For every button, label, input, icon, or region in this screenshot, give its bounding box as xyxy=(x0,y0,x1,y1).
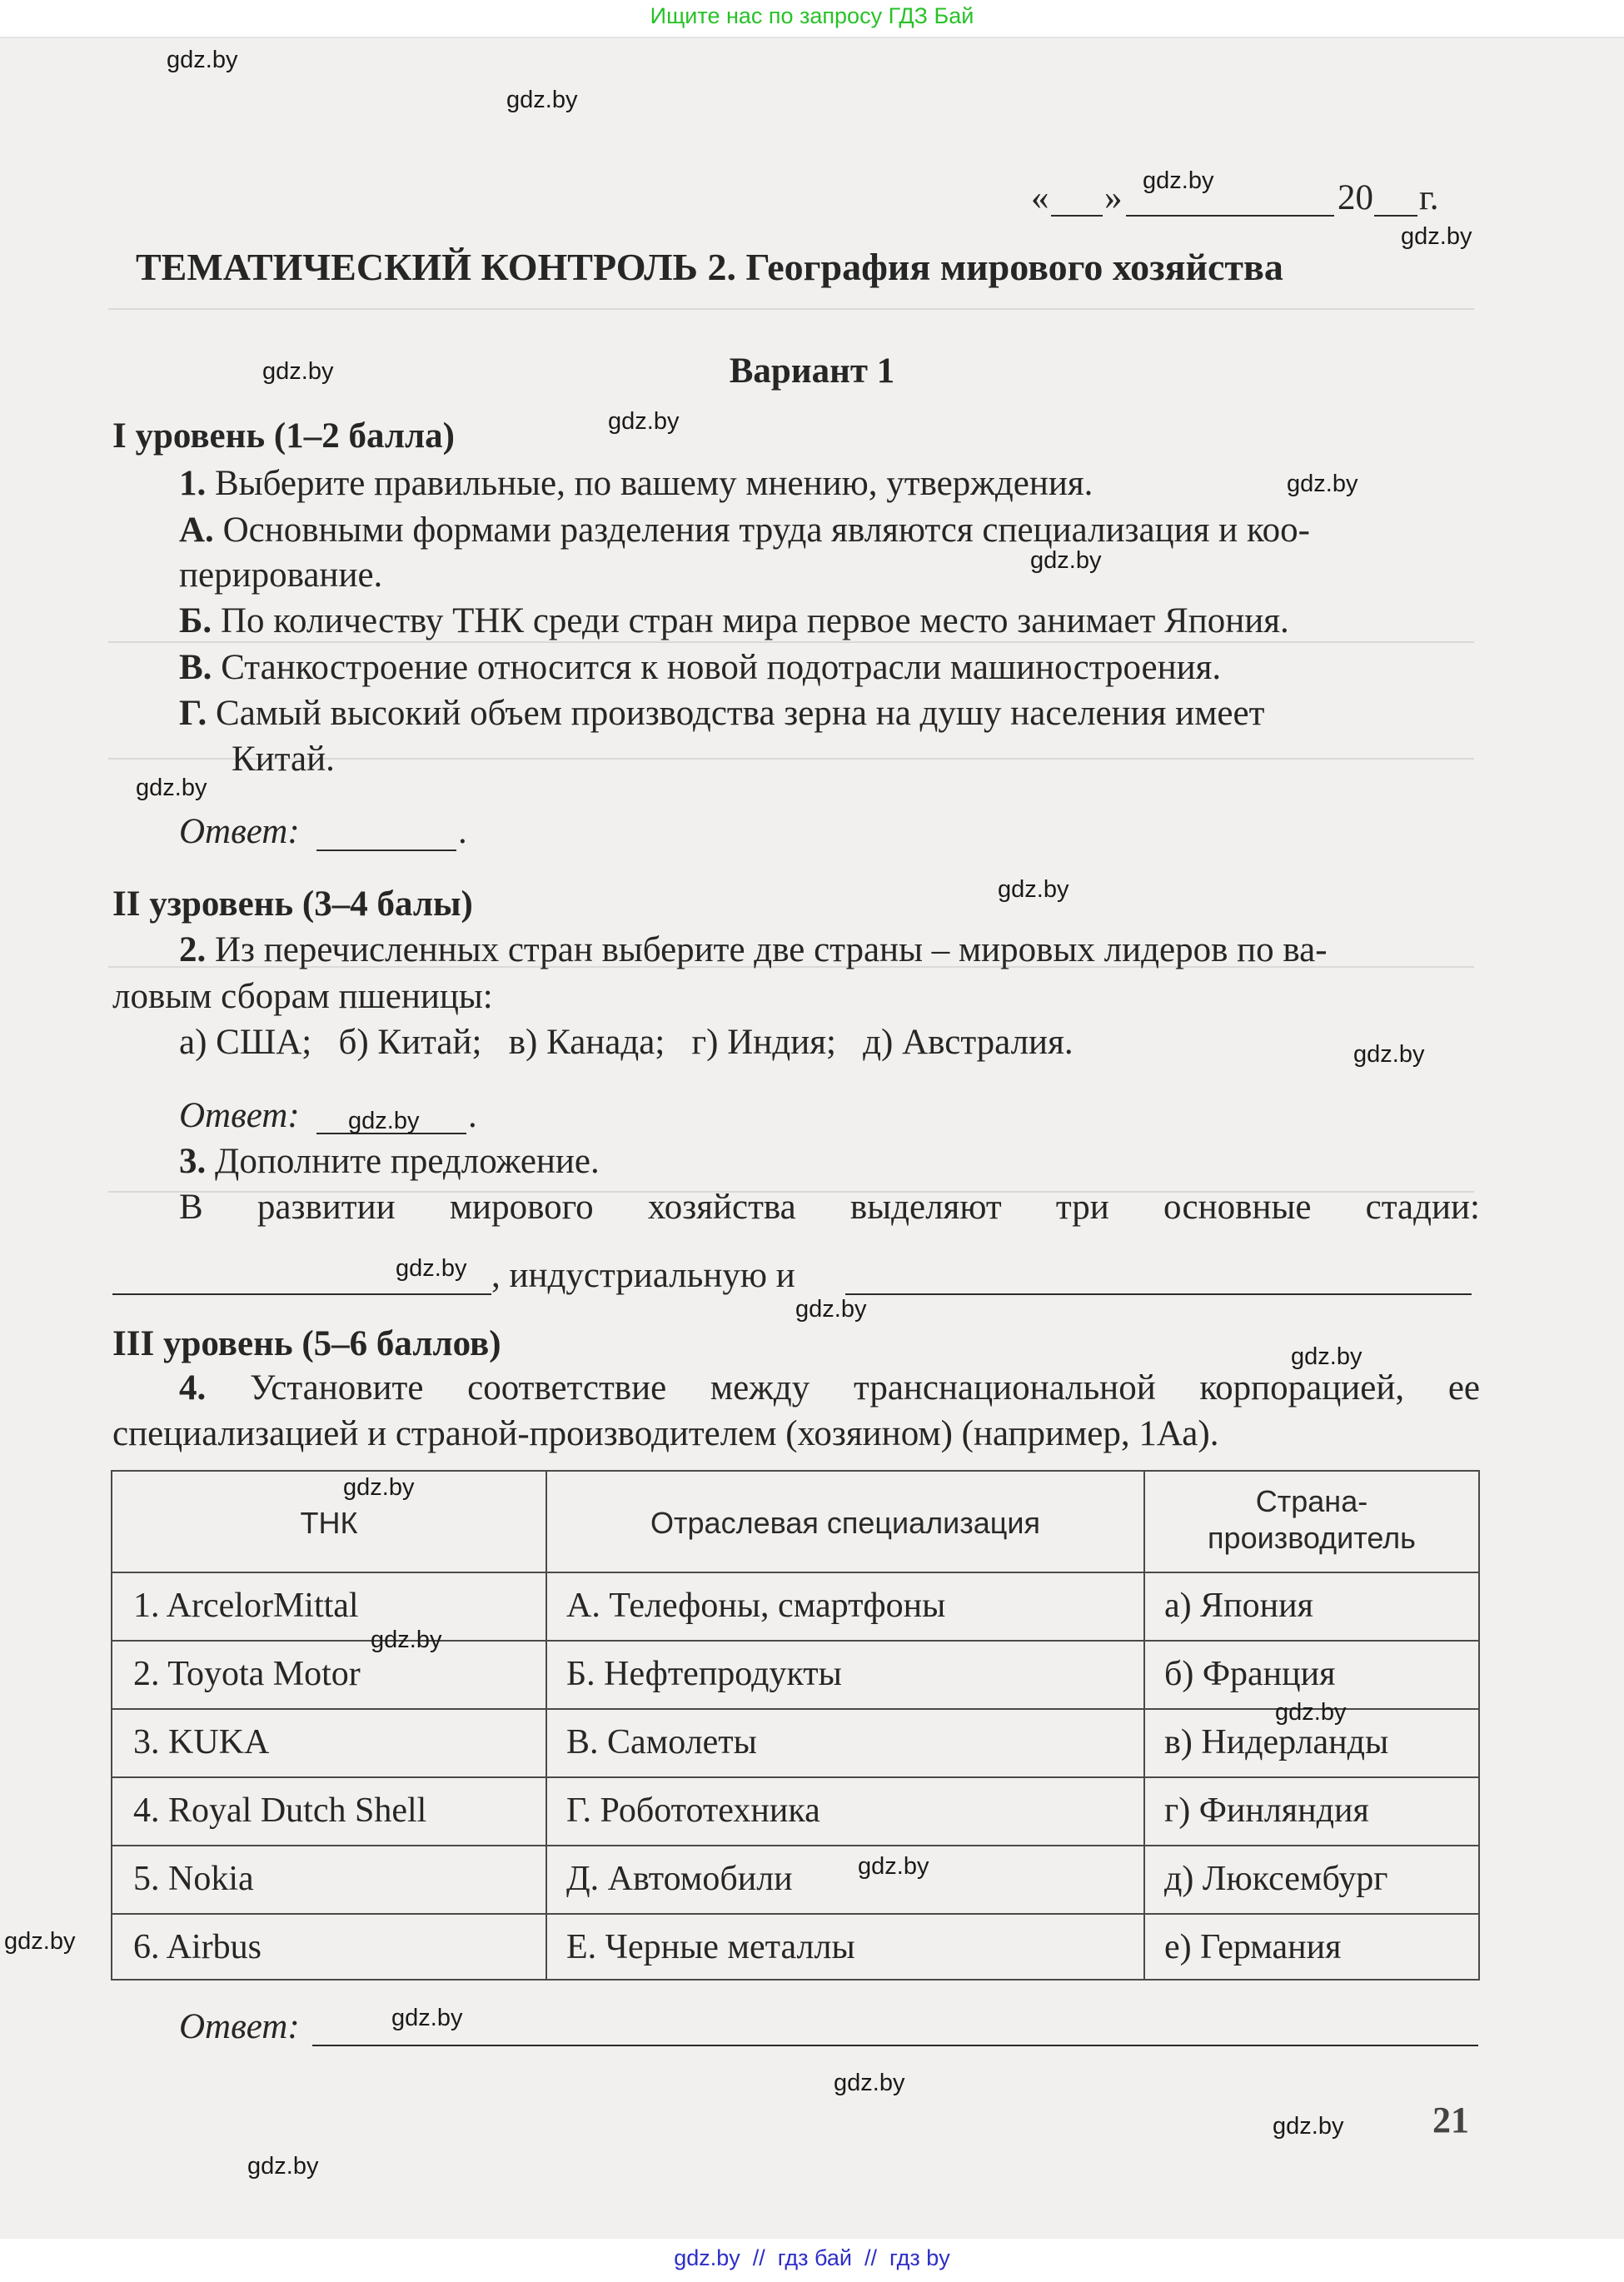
question-2 xyxy=(179,927,1328,974)
answer-2-dot: . xyxy=(468,1096,477,1135)
question-2-options: а) США; б) Китай; в) Канада; г) Индия; д) Австралия. xyxy=(179,1023,1074,1062)
statement-b-letter: Б. xyxy=(179,601,212,640)
answer-4-label: Ответ: xyxy=(179,2007,300,2046)
date-open-quote: « xyxy=(1031,178,1049,217)
answer-1-label: Ответ: xyxy=(179,812,300,851)
statement-b xyxy=(179,598,1289,645)
watermark: gdz.by xyxy=(1401,223,1472,250)
watermark: gdz.by xyxy=(608,408,680,435)
question-3-number: 3. xyxy=(179,1142,207,1181)
statement-v-letter: В. xyxy=(179,648,212,687)
table-cell-tnk: 3. KUKA xyxy=(133,1723,270,1761)
answer-3-blank-2[interactable] xyxy=(845,1293,1472,1295)
table-row-divider xyxy=(111,1845,1480,1846)
question-3 xyxy=(179,1139,600,1185)
date-year: 20 xyxy=(1338,178,1373,217)
level1-heading: I уровень (1–2 балла) xyxy=(112,416,455,456)
table-cell-country: д) Люксембург xyxy=(1164,1860,1388,1898)
statement-a-line2: перирование. xyxy=(179,556,383,595)
date-year-line xyxy=(1374,215,1417,217)
answer-4-line[interactable] xyxy=(312,2045,1478,2046)
question-3-line: В развитии мирового хозяйства выделяют три основные стадии: xyxy=(179,1188,1480,1227)
table-cell-tnk: 5. Nokia xyxy=(133,1860,254,1898)
watermark: gdz.by xyxy=(1275,1699,1347,1726)
statement-v-text: Станкостроение относится к новой подотрасли машиностроения. xyxy=(221,648,1222,687)
table-row-divider xyxy=(111,1776,1480,1778)
question-2-line1: Из перечисленных стран выберите две страны – мировых лидеров по ва- xyxy=(215,930,1328,969)
watermark: gdz.by xyxy=(1273,2113,1344,2140)
statement-g-line2: Китай. xyxy=(232,740,335,779)
table-cell-country: г) Финляндия xyxy=(1164,1791,1369,1830)
page-title: ТЕМАТИЧЕСКИЙ КОНТРОЛЬ 2. География мирового хозяйства xyxy=(136,246,1283,288)
watermark: gdz.by xyxy=(1143,167,1214,194)
table-cell-tnk: 6. Airbus xyxy=(133,1928,262,1966)
watermark: gdz.by xyxy=(1353,1041,1425,1068)
watermark: gdz.by xyxy=(348,1108,420,1134)
table-row-divider xyxy=(111,1640,1480,1642)
answer-3-blank-1[interactable] xyxy=(112,1293,491,1295)
table-cell-specialization: А. Телефоны, смартфоны xyxy=(566,1587,946,1625)
statement-g-line1: Самый высокий объем производства зерна на душу населения имеет xyxy=(216,694,1265,733)
table-cell-specialization: В. Самолеты xyxy=(566,1723,757,1761)
table-cell-country: б) Франция xyxy=(1164,1655,1336,1693)
watermark: gdz.by xyxy=(1030,547,1102,574)
watermark: gdz.by xyxy=(834,2070,905,2096)
table-cell-specialization: Б. Нефтепродукты xyxy=(566,1655,842,1693)
watermark: gdz.by xyxy=(506,87,578,113)
question-4-line1: Установите соответствие между транснациональной корпорацией, ее xyxy=(249,1368,1480,1408)
variant-heading: Вариант 1 xyxy=(729,351,895,391)
question-1 xyxy=(179,461,1093,507)
question-1-number: 1. xyxy=(179,464,207,503)
question-4-line2: специализацией и страной-производителем (хозяином) (например, 1Аа). xyxy=(112,1414,1219,1453)
statement-g xyxy=(179,690,1264,737)
table-col-divider-1 xyxy=(545,1470,547,1981)
statement-a-line1: Основными формами разделения труда являются специализация и коо- xyxy=(222,511,1310,550)
watermark: gdz.by xyxy=(391,2005,463,2031)
question-3-text: Дополните предложение. xyxy=(215,1142,600,1181)
watermark: gdz.by xyxy=(4,1928,76,1955)
watermark: gdz.by xyxy=(396,1255,467,1282)
question-4 xyxy=(179,1365,1480,1412)
table-header-divider xyxy=(111,1572,1480,1573)
table-row-divider xyxy=(111,1913,1480,1915)
table-header-specialization: Отраслевая специализация xyxy=(650,1506,1040,1540)
table-cell-country: е) Германия xyxy=(1164,1928,1342,1966)
watermark: gdz.by xyxy=(343,1474,415,1501)
date-close-quote: » xyxy=(1104,178,1123,217)
statement-g-letter: Г. xyxy=(179,694,207,733)
table-cell-country: в) Нидерланды xyxy=(1164,1723,1389,1761)
answer-1-line[interactable] xyxy=(316,850,456,851)
table-cell-tnk: 1. ArcelorMittal xyxy=(133,1587,359,1625)
level3-heading: III уровень (5–6 баллов) xyxy=(112,1324,501,1363)
table-header-country-line2: производитель xyxy=(1208,1521,1416,1555)
statement-b-text: По количеству ТНК среди стран мира первое место занимает Япония. xyxy=(220,601,1289,640)
answer-1-dot: . xyxy=(458,812,467,851)
level2-heading: II узровень (3–4 балы) xyxy=(112,884,473,924)
statement-a-letter: А. xyxy=(179,511,214,550)
watermark: gdz.by xyxy=(247,2153,319,2180)
question-2-line2: ловым сборам пшеницы: xyxy=(112,977,493,1016)
statement-v xyxy=(179,645,1221,691)
date-suffix: г. xyxy=(1419,178,1439,217)
table-cell-specialization: Д. Автомобили xyxy=(566,1860,793,1898)
watermark: gdz.by xyxy=(1287,471,1358,497)
table-header-tnk: ТНК xyxy=(300,1506,358,1540)
table-cell-tnk: 4. Royal Dutch Shell xyxy=(133,1791,427,1830)
bottom-banner-text[interactable]: gdz.by // гдз бай // гдз by xyxy=(674,2245,950,2270)
question-2-number: 2. xyxy=(179,930,207,969)
watermark: gdz.by xyxy=(136,775,207,801)
watermark: gdz.by xyxy=(167,47,238,73)
question-1-text: Выберите правильные, по вашему мнению, утверждения. xyxy=(215,464,1093,503)
watermark: gdz.by xyxy=(1291,1343,1362,1370)
table-cell-specialization: Е. Черные металлы xyxy=(566,1928,855,1966)
top-banner-text[interactable]: Ищите нас по запросу ГДЗ Бай xyxy=(650,3,974,28)
watermark: gdz.by xyxy=(998,876,1069,903)
watermark: gdz.by xyxy=(371,1627,442,1653)
watermark: gdz.by xyxy=(858,1853,929,1880)
page-number: 21 xyxy=(1432,2100,1469,2140)
question-3-tail: , индустриальную и xyxy=(491,1256,795,1295)
table-header-country-line1: Страна- xyxy=(1255,1484,1368,1518)
table-cell-tnk: 2. Toyota Motor xyxy=(133,1655,361,1693)
question-4-number: 4. xyxy=(179,1368,207,1408)
answer-2-label: Ответ: xyxy=(179,1096,300,1135)
date-day-line xyxy=(1051,215,1103,217)
table-cell-specialization: Г. Робототехника xyxy=(566,1791,820,1830)
table-cell-country: а) Япония xyxy=(1164,1587,1313,1625)
watermark: gdz.by xyxy=(262,358,334,385)
statement-a xyxy=(179,507,1310,554)
watermark: gdz.by xyxy=(795,1296,867,1323)
date-month-line xyxy=(1126,215,1334,217)
